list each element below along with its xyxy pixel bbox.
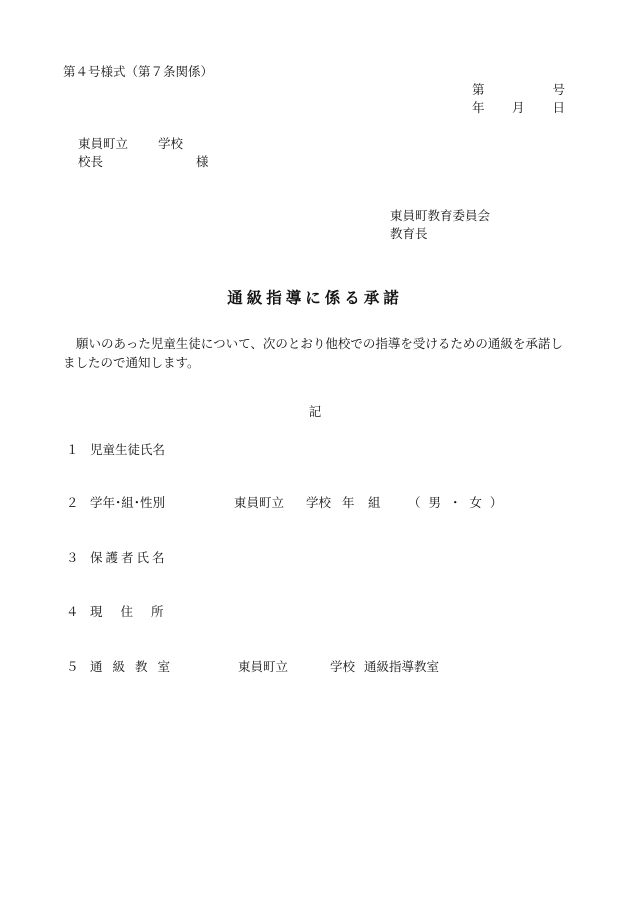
item-label: 児童生徒氏名	[90, 442, 166, 457]
document-number-prefix: 第	[472, 82, 485, 97]
date-month-label: 月	[512, 100, 525, 115]
document-date	[472, 102, 565, 116]
document-title: 通級指導に係る承諾	[227, 288, 403, 307]
item-number: ４	[66, 604, 79, 619]
sender-organization: 東員町教育委員会	[390, 208, 491, 223]
item-year-label: 年	[342, 495, 355, 510]
ki-heading: 記	[308, 404, 322, 419]
form-number: 第４号様式（第７条関係）	[63, 64, 214, 79]
item-school-town: 東員町立	[234, 495, 285, 510]
sender-title: 教育長	[390, 226, 428, 241]
item-school-town: 東員町立	[238, 659, 289, 674]
item-label: 通級教室	[90, 659, 181, 674]
item-number: ２	[66, 495, 79, 510]
item-number: １	[66, 442, 79, 457]
addressee-principal: 校長	[78, 154, 104, 169]
date-year-label: 年	[472, 100, 485, 115]
document-number-suffix: 号	[552, 82, 565, 97]
addressee-school-suffix: 学校	[158, 136, 184, 151]
item-class-label: 組	[368, 495, 381, 510]
item-school-suffix: 学校	[306, 495, 332, 510]
addressee-honorific: 様	[196, 154, 209, 169]
item-classroom-name: 通級指導教室	[364, 659, 440, 674]
body-paragraph: 願いのあった児童生徒について、次のとおり他校での指導を受けるための通級を承諾しましたので通知します。	[63, 336, 563, 370]
item-school-suffix: 学校	[330, 659, 356, 674]
item-number: ３	[66, 550, 79, 565]
item-label: 学年･組･性別	[90, 495, 166, 510]
addressee-school-town: 東員町立	[78, 136, 129, 151]
item-number: ５	[66, 659, 79, 674]
item-gender-choice: （ 男 ・ 女 ）	[408, 495, 505, 510]
date-day-label: 日	[552, 100, 565, 115]
item-label: 現住所	[90, 604, 182, 619]
document-number	[472, 84, 565, 98]
item-label: 保護者氏名	[90, 550, 168, 565]
